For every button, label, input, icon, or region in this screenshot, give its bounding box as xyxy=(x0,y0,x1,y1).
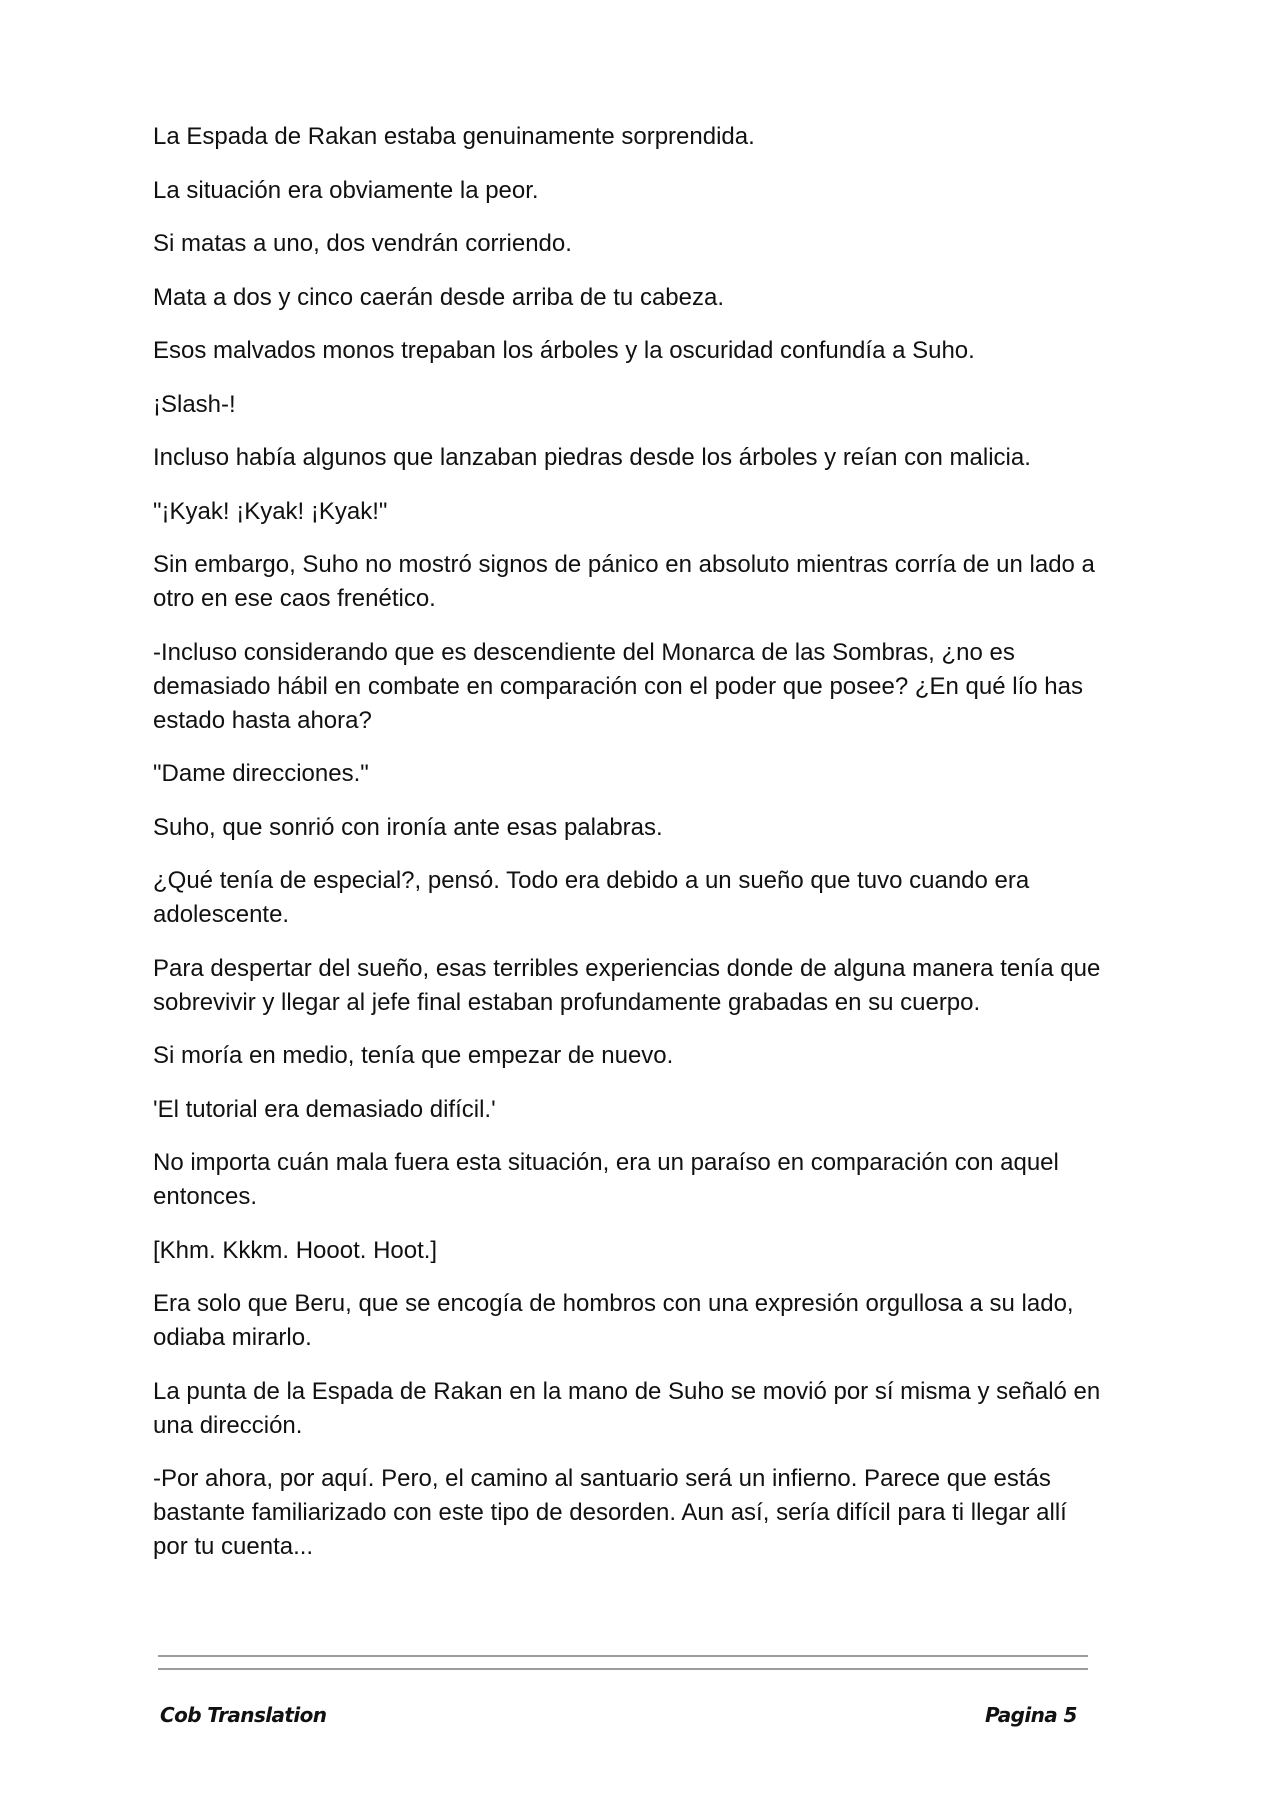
paragraph: "Dame direcciones." xyxy=(153,760,369,787)
paragraph: La Espada de Rakan estaba genuinamente sorprendida. xyxy=(153,123,755,150)
paragraph: Suho, que sonrió con ironía ante esas palabras. xyxy=(153,813,663,841)
paragraph: ¿Qué tenía de especial?, pensó. Todo era debido a un sueño que tuvo cuando era adolescente. xyxy=(153,867,1030,928)
paragraph: Sin embargo, Suho no mostró signos de pánico en absoluto mientras corría de un lado a otro en ese caos frenético. xyxy=(153,551,1095,612)
paragraph: La situación era obviamente la peor. xyxy=(153,176,539,204)
footer-divider-bottom xyxy=(158,1668,1088,1670)
body-text xyxy=(153,120,1101,1564)
footer-divider-top xyxy=(158,1655,1088,1657)
paragraph: No importa cuán mala fuera esta situación, era un paraíso en comparación con aquel entonces. xyxy=(153,1149,1059,1210)
paragraph: Si matas a uno, dos vendrán corriendo. xyxy=(153,230,572,257)
paragraph: ¡Slash-! xyxy=(153,390,236,418)
page-number: Pagina 5 xyxy=(985,1703,1077,1727)
footer-credit: Cob Translation xyxy=(160,1703,327,1727)
paragraph: -Por ahora, por aquí. Pero, el camino al santuario será un infierno. Parece que estás bastante familiarizado con este tipo de desorden. Aun así, sería difícil para ti llegar allí por tu cuenta... xyxy=(153,1465,1067,1560)
paragraph: -Incluso considerando que es descendiente del Monarca de las Sombras, ¿no es demasiado hábil en combate en comparación con el poder que posee? ¿En qué lío has estado hasta ahora? xyxy=(153,638,1083,734)
paragraph: 'El tutorial era demasiado difícil.' xyxy=(153,1095,496,1123)
paragraph: La punta de la Espada de Rakan en la mano de Suho se movió por sí misma y señaló en una dirección. xyxy=(153,1377,1101,1439)
paragraph: Esos malvados monos trepaban los árboles y la oscuridad confundía a Suho. xyxy=(153,337,975,364)
paragraph: [Khm. Kkkm. Hooot. Hoot.] xyxy=(153,1236,438,1264)
paragraph: Incluso había algunos que lanzaban piedras desde los árboles y reían con malicia. xyxy=(153,444,1031,471)
paragraph: "¡Kyak! ¡Kyak! ¡Kyak!" xyxy=(153,497,388,525)
paragraph: Era solo que Beru, que se encogía de hombros con una expresión orgullosa a su lado, odiaba mirarlo. xyxy=(153,1290,1074,1351)
paragraph: Si moría en medio, tenía que empezar de nuevo. xyxy=(153,1042,674,1069)
paragraph: Mata a dos y cinco caerán desde arriba de tu cabeza. xyxy=(153,283,725,311)
paragraph: Para despertar del sueño, esas terribles experiencias donde de alguna manera tenía que sobrevivir y llegar al jefe final estaban profundamente grabadas en su cuerpo. xyxy=(153,954,1101,1016)
